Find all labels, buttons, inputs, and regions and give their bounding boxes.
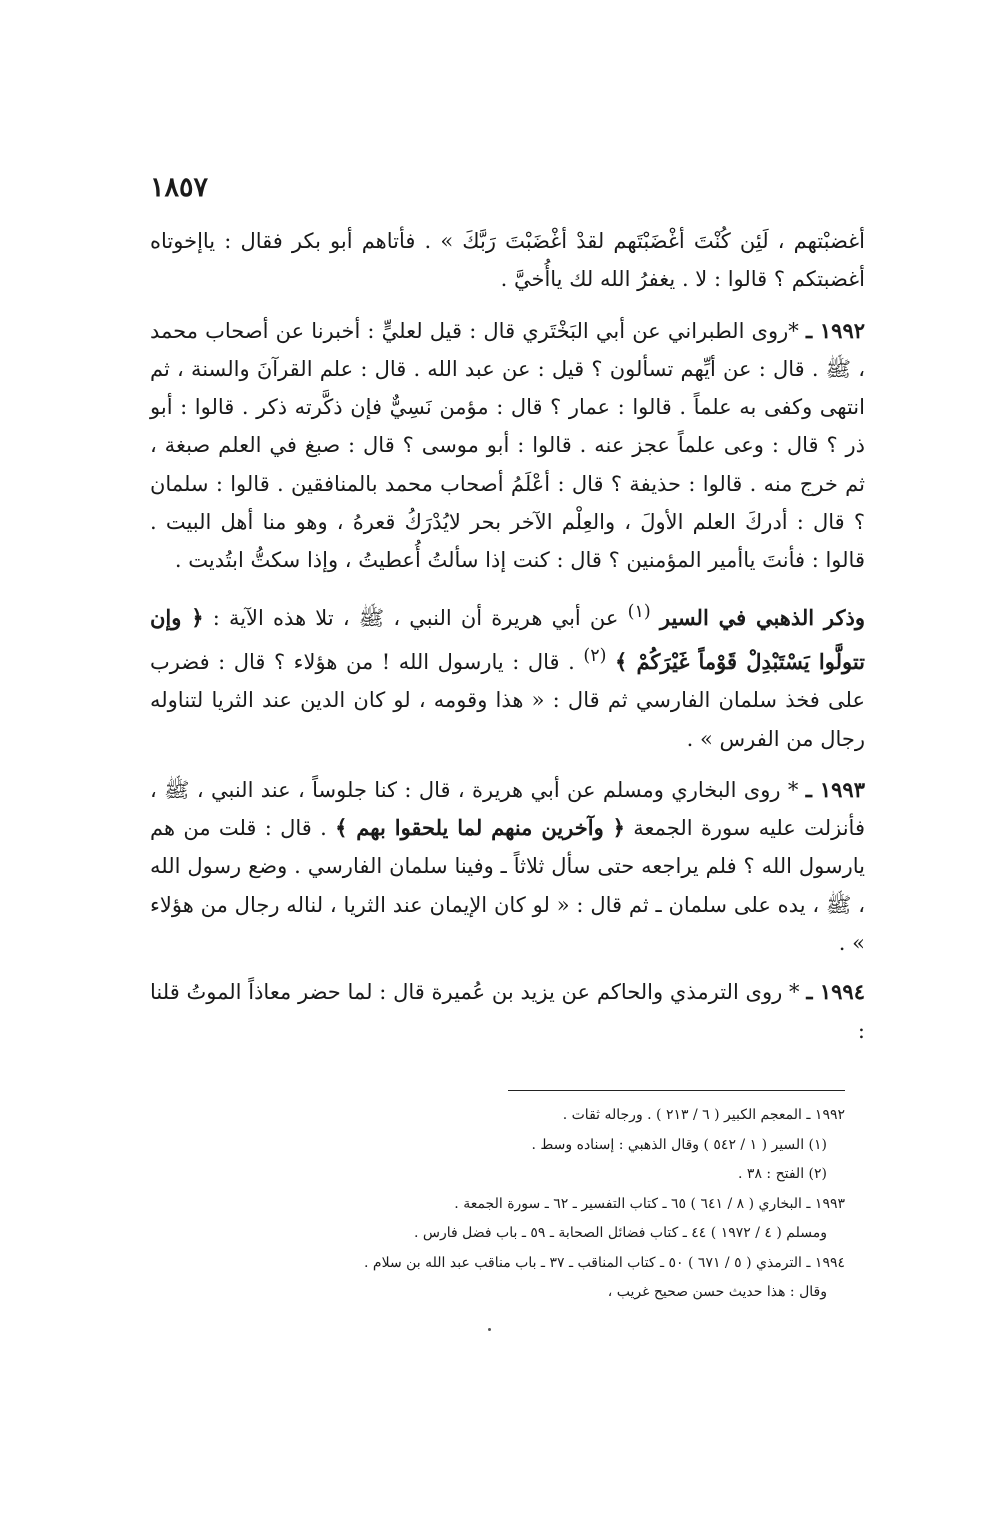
paragraph-continuation: أغضبْتهم ، لَئِن كُنْتَ أغْضَبْتَهم لقدْ أغْضَبْتَ رَبَّكَ » . فأتاهم أبو بكر فقال : ياإخوتاه أغضبتكم ؟ قالوا : لا . يغفرُ الله لك ياأُخيَّ . [150, 229, 865, 292]
source-lead: وذكر الذهبي في السير [659, 604, 865, 630]
quran-verse: ﴿ وإن تتولَّوا يَسْتَبْدِلْ قَوْماً غَيْرَكُمْ ﴾ [150, 604, 866, 674]
footnote: ومسلم ( ٤ / ١٩٧٢ ) ٤٤ ـ كتاب فضائل الصحابة ـ ٥٩ ـ باب فضل فارس . [413, 1225, 827, 1241]
dhahabi-paragraph [150, 593, 865, 758]
hadith-text: * روى البخاري ومسلم عن أبي هريرة ، قال : كنا جلوساً ، عند النبي ، ﷺ ، فأنزلت عليه سورة الجمعة [150, 777, 865, 841]
hadith-1992 [150, 312, 865, 580]
hadith-number: ١٩٩٣ ـ [805, 776, 865, 802]
footnote-divider [508, 1090, 845, 1091]
page-dot [488, 1328, 491, 1331]
paragraph-text: عن أبي هريرة أن النبي ، ﷺ ، تلا هذه الآية : [212, 605, 619, 630]
footnote: ١٩٩٢ ـ المعجم الكبير ( ٦ / ٢١٣ ) . ورجاله ثقات . [562, 1107, 845, 1123]
footnotes [180, 1101, 845, 1308]
hadith-text: * روى الترمذي والحاكم عن يزيد بن عُميرة قال : لما حضر معاذاً الموتُ قلنا : [150, 980, 865, 1043]
footnote: ١٩٩٤ ـ الترمذي ( ٥ / ٦٧١ ) ٥٠ ـ كتاب المناقب ـ ٣٧ ـ باب مناقب عبد الله بن سلام . [364, 1254, 845, 1271]
hadith-number: ١٩٩٢ ـ [805, 317, 866, 343]
footnote-ref-2: (٢) [583, 645, 607, 666]
hadith-1994 [150, 973, 865, 1050]
footnote: (٢) الفتح : ٣٨ . [738, 1166, 827, 1182]
quran-verse: ﴿ وآخرين منهم لما يلحقوا بهم ﴾ [335, 815, 625, 841]
paragraph-text: . قال : يارسول الله ! من هؤلاء ؟ قال : فضرب على فخذ سلمان الفارسي ثم قال : « هذا وقومه ، لو كان الدين عند الثريا لتناوله رجال من الفرس » . [150, 649, 865, 751]
hadith-text: . قال : قلت من هم يارسول الله ؟ فلم يراجعه حتى سأل ثلاثاً ـ وفينا سلمان الفارسي . وضع رسول الله ، ﷺ ، يده على سلمان ـ ثم قال : « لو كان الإيمان عند الثريا ، لناله رجال من هؤلاء » . [150, 816, 865, 956]
hadith-1993 [150, 771, 865, 962]
hadith-number: ١٩٩٤ ـ [806, 979, 865, 1005]
footnote-ref-1: (١) [627, 601, 651, 622]
footnote: ١٩٩٣ ـ البخاري ( ٨ / ٦٤١ ) ٦٥ ـ كتاب التفسير ـ ٦٢ ـ سورة الجمعة . [454, 1195, 845, 1212]
body-text [150, 222, 865, 1063]
page-number: ١٨٥٧ [150, 172, 209, 203]
footnote: (١) السير ( ١ / ٥٤٢ ) وقال الذهبي : إسناده وسط . [531, 1136, 827, 1153]
hadith-text: *روى الطبراني عن أبي البَخْتَري قال : قيل لعليٍّ : أخبرنا عن أصحاب محمد ، ﷺ . قال : عن أيِّهم تسألون ؟ قيل : عن عبد الله . قال : علم القرآنَ والسنة ، ثم انتهى وكفى به علماً . قالوا : عمار ؟ قال : مؤمن نَسِيٌّ فإن ذكَّرته ذكر . قالوا : أبو ذر ؟ قال : وعى علماً عجز عنه . قالوا : أبو موسى ؟ قال : صبغ في العلم صبغة ، ثم خرج منه . قالوا : حذيفة ؟ قال : أعْلَمُ أصحاب محمد بالمنافقين . قالوا : سلمان ؟ قال : أدركَ العلم الأولَ ، والعِلْم الآخر بحر لايُدْرَكُ قعرهُ ، وهو منا أهل البيت . قالوا : فأنتَ ياأمير المؤمنين ؟ قال : كنت إذا سألتُ أُعطيتُ ، وإذا سكتُّ ابتُديت . [150, 318, 865, 573]
footnote: وقال : هذا حديث حسن صحيح غريب ، [607, 1284, 827, 1300]
